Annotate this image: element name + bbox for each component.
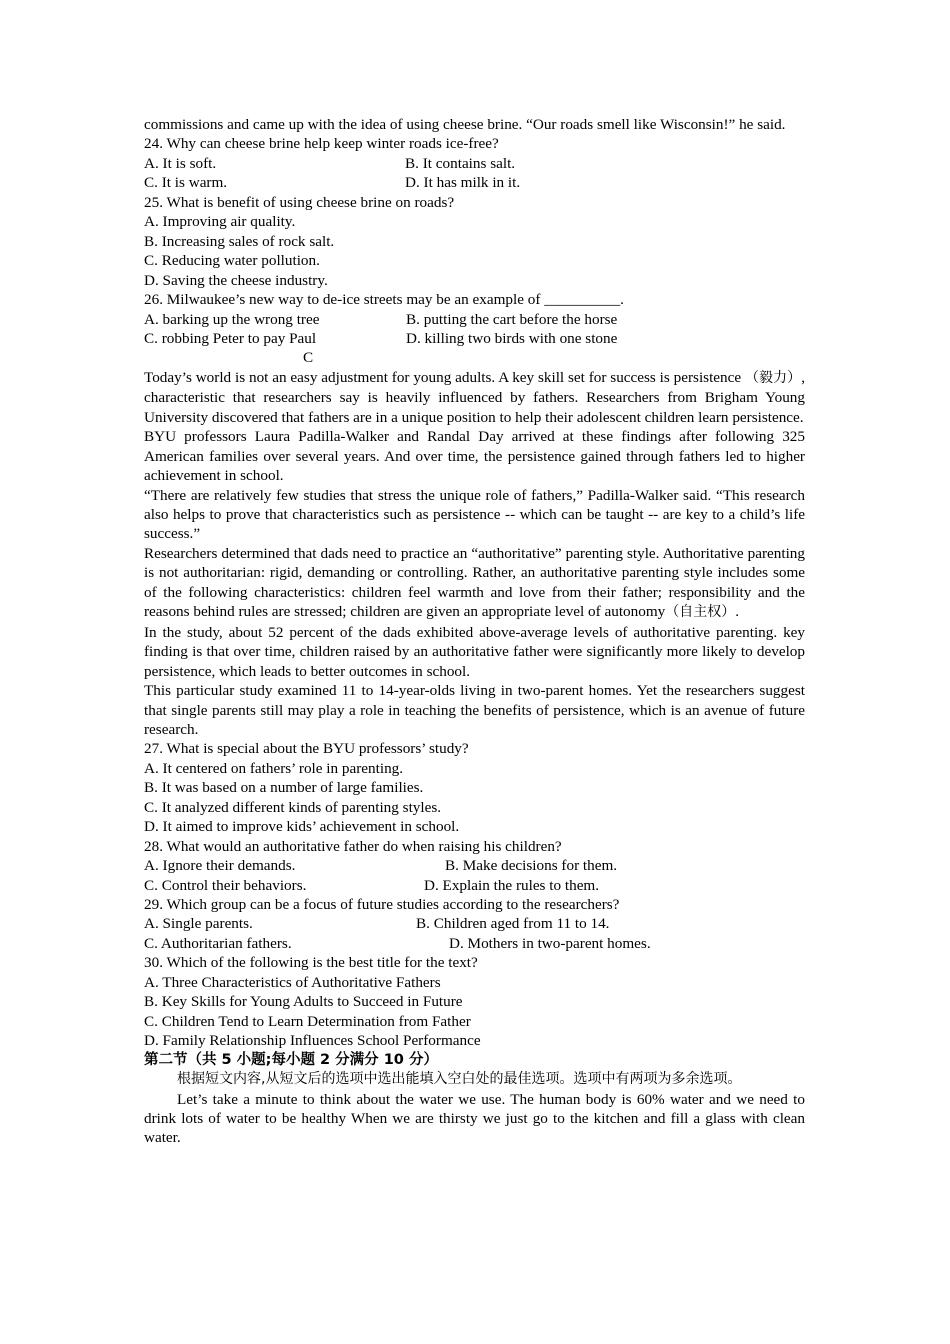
p4-text-b: . bbox=[735, 603, 740, 621]
q24-options-row-1 bbox=[144, 154, 805, 173]
q26-options-row-2 bbox=[144, 329, 805, 348]
p4-gloss: （自主权） bbox=[665, 604, 736, 621]
q29-options-row-2 bbox=[144, 934, 805, 953]
q29-options-row-1 bbox=[144, 914, 805, 933]
section-2-passage-start: Let’s take a minute to think about the water we use. The human body is 60% water and we need to drink lots of water to be healthy When we are thirsty we just go to the kitchen and fill a glass with clean water. bbox=[144, 1090, 805, 1147]
q26-option-a: A. barking up the wrong tree bbox=[144, 310, 320, 328]
question-25: 25. What is benefit of using cheese brine on roads? bbox=[144, 193, 455, 211]
q24-option-c: C. It is warm. bbox=[144, 174, 228, 192]
q28-options-row-1 bbox=[144, 856, 805, 875]
question-28: 28. What would an authoritative father do when raising his children? bbox=[144, 837, 562, 855]
q24-option-a: A. It is soft. bbox=[144, 154, 217, 172]
question-26: 26. Milwaukee’s new way to de-ice streets may be an example of __________. bbox=[144, 291, 624, 309]
q25-option-c: C. Reducing water pollution. bbox=[144, 252, 320, 270]
passage-c-paragraph-3: “There are relatively few studies that stress the unique role of fathers,” Padilla-Walker said. “This research also helps to prove that characteristics such as persistence -- which can be taught -- are key to a child’s life success.” bbox=[144, 486, 805, 543]
passage-c-paragraph-6: This particular study examined 11 to 14-year-olds living in two-parent homes. Yet the researchers suggest that single parents still may play a role in teaching the benefits of persistence, which is an avenue of future research. bbox=[144, 682, 805, 738]
question-24: 24. Why can cheese brine help keep winter roads ice-free? bbox=[144, 135, 499, 153]
question-30: 30. Which of the following is the best title for the text? bbox=[144, 954, 478, 972]
passage-c-label: C bbox=[303, 349, 314, 367]
q28-option-a: A. Ignore their demands. bbox=[144, 857, 296, 875]
q28-options-row-2 bbox=[144, 876, 805, 895]
question-27: 27. What is special about the BYU professors’ study? bbox=[144, 740, 469, 758]
q26-option-c: C. robbing Peter to pay Paul bbox=[144, 329, 317, 347]
q28-option-b: B. Make decisions for them. bbox=[445, 857, 618, 875]
q28-option-c: C. Control their behaviors. bbox=[144, 876, 307, 894]
exam-page bbox=[144, 115, 805, 1148]
question-29: 29. Which group can be a focus of future studies according to the researchers? bbox=[144, 896, 620, 914]
section-2-heading: 第二节（共 5 小题;每小题 2 分满分 10 分） bbox=[144, 1051, 438, 1068]
q30-option-b: B. Key Skills for Young Adults to Succeed in Future bbox=[144, 993, 463, 1011]
passage-b-ending: commissions and came up with the idea of using cheese brine. “Our roads smell like Wisconsin!” he said. bbox=[144, 116, 786, 133]
q26-option-d: D. killing two birds with one stone bbox=[406, 329, 618, 347]
q29-option-a: A. Single parents. bbox=[144, 915, 253, 933]
q25-option-b: B. Increasing sales of rock salt. bbox=[144, 232, 335, 250]
q27-option-a: A. It centered on fathers’ role in parenting. bbox=[144, 759, 404, 777]
q24-option-d: D. It has milk in it. bbox=[405, 174, 521, 192]
section-2-instructions: 根据短文内容,从短文后的选项中选出能填入空白处的最佳选项。选项中有两项为多余选项。 bbox=[177, 1071, 742, 1088]
q29-option-b: B. Children aged from 11 to 14. bbox=[416, 915, 610, 933]
q27-option-d: D. It aimed to improve kids’ achievement in school. bbox=[144, 818, 460, 836]
q24-option-b: B. It contains salt. bbox=[405, 154, 516, 172]
q30-option-d: D. Family Relationship Influences School Performance bbox=[144, 1032, 481, 1050]
q28-option-d: D. Explain the rules to them. bbox=[424, 876, 600, 894]
q27-option-b: B. It was based on a number of large families. bbox=[144, 779, 424, 797]
q30-option-a: A. Three Characteristics of Authoritative Fathers bbox=[144, 973, 441, 991]
q30-option-c: C. Children Tend to Learn Determination from Father bbox=[144, 1012, 471, 1030]
p1-gloss: （毅力） bbox=[744, 369, 802, 386]
p1-text-b: , characteristic that researchers say is heavily influenced by fathers. Researchers from Brigham Young University discovered that fathers are in a unique position to help their adolescent children learn persistence. bbox=[144, 368, 805, 426]
q27-option-c: C. It analyzed different kinds of parenting styles. bbox=[144, 798, 442, 816]
passage-c-paragraph-2: BYU professors Laura Padilla-Walker and Randal Day arrived at these findings after following 325 American families over several years. And over time, the persistence gained through fathers led to higher achievement in school. bbox=[144, 428, 805, 485]
p4-text-a: Researchers determined that dads need to practice an “authoritative” parenting style. Authoritative parenting is not authoritarian: rigid, demanding or controlling. Rather, an authoritative parenting style includes some of the following characteristics: children feel warmth and love from their father; responsibility and the reasons behind rules are stressed; children are given an appropriate level of autonomy bbox=[144, 544, 805, 621]
q26-option-b: B. putting the cart before the horse bbox=[406, 310, 618, 328]
q29-option-d: D. Mothers in two-parent homes. bbox=[449, 934, 651, 952]
passage-c-paragraph-1 bbox=[144, 368, 805, 427]
passage-c-paragraph-4 bbox=[144, 544, 805, 623]
q29-option-c: C. Authoritarian fathers. bbox=[144, 934, 292, 952]
q25-option-d: D. Saving the cheese industry. bbox=[144, 271, 328, 289]
q25-option-a: A. Improving air quality. bbox=[144, 213, 296, 231]
q26-options-row-1 bbox=[144, 310, 805, 329]
p1-text-a: Today’s world is not an easy adjustment for young adults. A key skill set for success is persistence bbox=[144, 368, 745, 386]
passage-c-paragraph-5: In the study, about 52 percent of the dads exhibited above-average levels of authoritative parenting. key finding is that over time, children raised by an authoritative father were significantly more likely to develop persistence, which leads to better outcomes in school. bbox=[144, 623, 805, 680]
q24-options-row-2 bbox=[144, 173, 805, 192]
